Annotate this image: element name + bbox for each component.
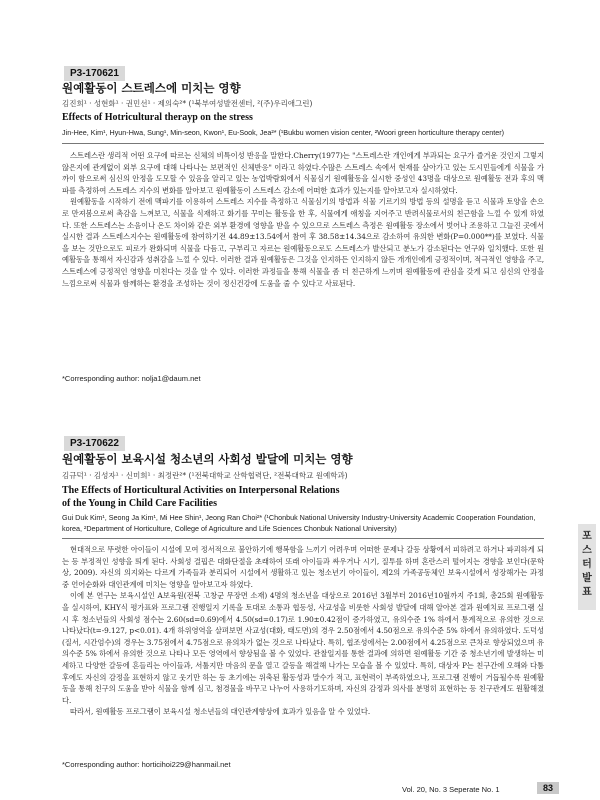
section-side-tab xyxy=(578,524,596,610)
corresponding-author-1: *Corresponding author: nolja1@daum.net xyxy=(62,374,201,383)
abstract-authors-ko-1: 김진희¹ · 성현화¹ · 권민선¹ · 제의숙²* (¹북부여성발전센터, ²(주)우리애그린) xyxy=(62,99,313,108)
abstract-paragraph: 이에 본 연구는 보육시설인 A보육원(전북 고창군 무장면 소재) 4명의 청소년을 대상으로 2016년 3월부터 2016년10월까지 주1회, 총25회 원예활동을 실시하여, KHY식 평가표와 프로그램 진행일지 기록을 토대로 소통과 협동성, 사교성을 비롯한 사회성 발달에 대해 알아본 결과 원예치료 프로그램 실시 후 청소년들의 사회성 점수는 2.60(sd=0.69)에서 4.50(sd=0.17)로 1.90±0.42점이 증가하였고, 유의수준 1% 하에서 통계적으로 유의한 것으로 나타났다(t=-9.127, p<0.01). 4개 하위영역을 살펴보면 사교성(대화, 태도면)의 경우 2.50점에서 4.50점으로 유의수준 5% 하에서 유의하였다. 도덕성(질서, 시간엄수)의 경우는 3.75점에서 4.75점으로 유의차가 없는 것으로 나타났다. 특히, 협조성에서는 2.00점에서 4.25점으로 큰차로 향상되었으며 유의수준 5% 하에서 유의한 것으로 나타나 모든 영역에서 향상됨을 볼 수 있었다. 관찰일지를 통한 결과에 의하면 원예활동 기간 중 청소년기에 발생하는 미세하고 다양한 갈등에 흔들리는 아이들과, 서툴지만 마음의 문을 열고 갈등을 해결해 나가는 모습을 볼 수 있었다. 특히, 대상자 P는 친구간에 오해와 다툼 후에도 자신의 감정을 표현하지 않고 웃기만 하는 등 초기에는 위축된 활동성과 말수가 적고, 표현력이 부족하였으나, 프로그램 진행이 거듭될수록 원예활동을 통해 친구의 도움을 받아 식물을 함께 심고, 첨경물을 바꾸고 나누어 사용하기도하며, 자신의 감정과 의사를 분명히 표현하는 등 친구관계도 원활해졌다. xyxy=(62,591,544,705)
side-tab-char: 발 xyxy=(582,573,592,584)
abstract-title-en-2-line2: of the Young in Child Care Facilities xyxy=(62,498,218,509)
side-tab-char: 포 xyxy=(582,531,592,542)
abstract-body-2 xyxy=(62,544,544,718)
abstract-authors-en-1: Jin-Hee, Kim¹, Hyun-Hwa, Sung¹, Min-seon, Kwon¹, Eu-Sook, Jea²* (¹Bukbu women vision center, ²Woori green horticulture therapy center) xyxy=(62,128,505,137)
abstract-paragraph: 원예활동을 시작하기 전에 맥파기를 이용하여 스트레스 지수를 측정하고 식물심기의 방법과 식물 기르기의 방법 등의 설명을 듣고 식물과 토양을 손으로 만져봄으로써 촉감을 느껴보고, 식물을 식재하고 화기를 꾸미는 활동을 한 후, 식물에게 애칭을 지어주고 반려식물로서의 친근함을 느낄 수 있게 하였다. 또한 스트레스는 소음이나 온도 차이와 같은 외부 환경에 영향을 받을 수 있으므로 스트레스 측정은 원예활동 장소에서 벗어나 조용하고 그늘진 곳에서 실시한 결과 스트레스지수는 원예활동에 참여하기전 44.89±13.54에서 참여 후 38.58±14.34으로 감소하여 유의한 변화(P=0.000**)를 보였다. 식물을 보는 것만으로도 피로가 완화되며 식물을 다듬고, 구부리고 자르는 원예활동으로도 스트레스가 발산되고 분노가 감소된다는 연구와 일치했다. 또한 원예활동을 통해서 자신감과 성취감을 느낄 수 있다. 이러한 결과 원예활동은 그것을 인지하든 인지하지 않든 개개인에게 긍정적이며, 적극적인 영향을 주고, 스트레스에 긍정적인 영향을 미친다는 것을 알 수 있다. 이러한 과정들을 통해 식물을 좀 더 친근하게 느끼며 원예활동에 관심을 갖게 되고 심신의 안정을 느낌으로써 식물과 함께하는 환경을 조성하는 것이 정신건강에 도움을 줄 수 있다고 사료된다. xyxy=(62,197,544,288)
abstract-code-2: P3-170622 xyxy=(64,436,125,451)
corresponding-author-2: *Corresponding author: horticihoi229@hanmail.net xyxy=(62,760,231,769)
side-tab-char: 스 xyxy=(582,545,592,556)
page-number: 83 xyxy=(537,782,559,794)
divider-2 xyxy=(62,538,544,539)
abstract-title-ko-2: 원예활동이 보육시설 청소년의 사회성 발달에 미치는 영향 xyxy=(62,452,353,466)
abstract-title-en-2-line1: The Effects of Horticultural Activities on Interpersonal Relations xyxy=(62,485,340,496)
abstract-body-1 xyxy=(62,150,544,289)
abstract-authors-ko-2: 김규덕¹ · 김성자¹ · 신미희¹ · 최정란²* (¹전북대학교 산학협력단, ²전북대학교 원예학과) xyxy=(62,471,348,480)
abstract-authors-en-2: Gui Duk Kim¹, Seong Ja Kim¹, Mi Hee Shin¹, Jeong Ran Choi²* (¹Chonbuk National University Industry-University Academic Cooperation Foundation, korea, ²Department of Horticulture, College of Agriculture and Life Sciences Chonbuk National University) xyxy=(62,513,536,533)
journal-info: Vol. 20, No. 3 Seperate No. 1 xyxy=(402,785,500,794)
abstract-paragraph: 따라서, 원예활동 프로그램이 보육시설 청소년들의 대인관계향상에 효과가 있음을 알 수 있었다. xyxy=(70,707,371,717)
abstract-paragraph: 스트레스란 생리적 어떤 요구에 따르는 신체의 비특이성 반응을 말한다.Cherry(1977)는 "스트레스란 개인에게 부과되는 요구가 즐거운 것인지 그렇지 않은지에 관계없이 외부 요구에 대해 나타나는 보편적인 신체반응" 이라고 하였다.수많은 스트레스 속에서 현재를 살아가고 있는 도시민들에게 식물을 가까이 함으로써 심신의 안정을 도모할 수 있음을 알리고 있는 농업박람회에서 식물심기 원예활동을 실시한 중성인 43명을 대상으로 원예활동 전과 후의 맥파를 측정하여 스트레스 지수의 변화를 알아보고 원예활동이 스트레스 감소에 어떠한 효과가 있는지를 알아보고자 실시하였다. xyxy=(62,151,544,195)
side-tab-char: 터 xyxy=(582,559,592,570)
abstract-code-1: P3-170621 xyxy=(64,66,125,81)
side-tab-char: 표 xyxy=(582,587,592,598)
abstract-paragraph: 현대적으로 뚜렷한 아이들이 시설에 모여 정서적으로 불안하기에 행복함을 느끼기 어려우며 어떠한 문제나 갈등 상황에서 피하려고 하거나 파괴하게 되는 등 부정적인 성향을 띄게 된다. 사회성 결핍은 대화단절을 초래하여 또래 아이들과 싸우거나 시기, 질투를 하며 혼란스러 떨어지는 경향을 보인다(문학상, 2009). 자신의 의지와는 다르게 가족들과 분리되어 시설에서 생활하고 있는 청소년기 아이들이, 제2의 가족공동체인 보육시설에서 성장해가는 과정 중 언어순화와 대인관계에 미치는 영향을 알아보고자 하였다. xyxy=(62,545,544,589)
abstract-title-ko-1: 원예활동이 스트레스에 미치는 영향 xyxy=(62,81,241,95)
divider-1 xyxy=(62,143,544,144)
abstract-title-en-1: Effects of Hotricultural therayp on the stress xyxy=(62,112,253,123)
